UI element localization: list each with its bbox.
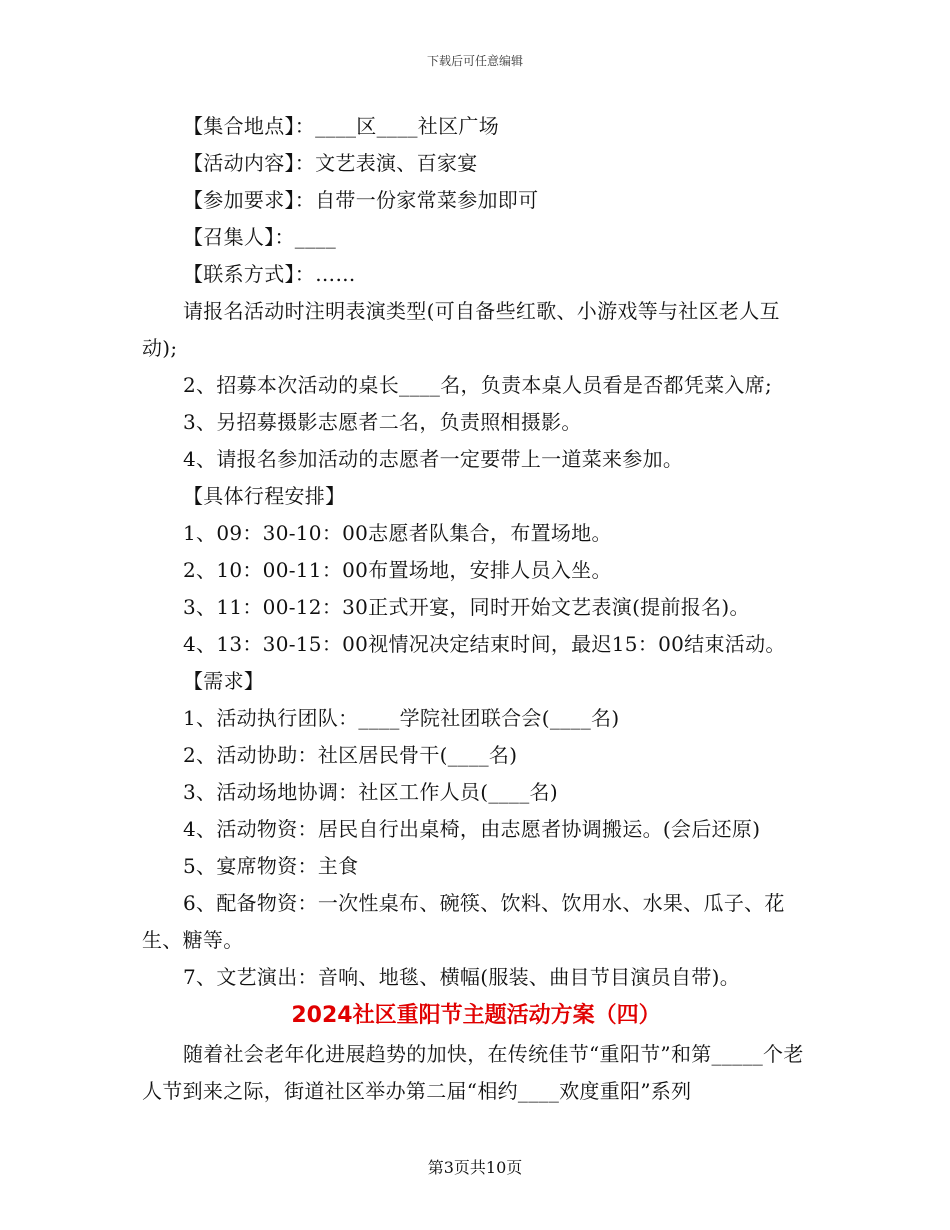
paragraph: 2、活动协助：社区居民骨干(____名)	[183, 743, 518, 767]
paragraph: 【联系方式】：……	[183, 262, 356, 286]
paragraph: 1、09：30-10：00志愿者队集合，布置场地。	[183, 521, 612, 545]
page-footer: 第3页共10页	[427, 1158, 523, 1177]
paragraph: 3、活动场地协调：社区工作人员(____名)	[183, 780, 558, 804]
section-heading: 2024社区重阳节主题活动方案（四）	[291, 1003, 661, 1028]
closing-paragraph: 随着社会老年化进展趋势的加快，在传统佳节“重阳节”和第_____个老人节到来之际，街道社区举办第二届“相约____欢度重阳”系列	[142, 1042, 804, 1103]
paragraph: 【需求】	[183, 669, 265, 693]
paragraph: 【召集人】：____	[183, 225, 336, 249]
paragraph: 4、13：30-15：00视情况决定结束时间，最迟15：00结束活动。	[183, 632, 786, 656]
paragraph: 6、配备物资：一次性桌布、碗筷、饮料、饮用水、水果、瓜子、花生、糖等。	[142, 891, 785, 952]
paragraph: 1、活动执行团队：____学院社团联合会(____名)	[183, 706, 620, 730]
paragraph: 【具体行程安排】	[183, 484, 346, 508]
paragraph: 【参加要求】：自带一份家常菜参加即可	[183, 188, 539, 212]
paragraph: 2、招募本次活动的桌长____名，负责本桌人员看是否都凭菜入席;	[183, 373, 773, 397]
paragraph: 4、活动物资：居民自行出桌椅，由志愿者协调搬运。(会后还原)	[183, 817, 761, 841]
paragraph: 3、另招募摄影志愿者二名，负责照相摄影。	[183, 410, 582, 434]
paragraph: 【活动内容】：文艺表演、百家宴	[183, 151, 478, 175]
document-body	[142, 108, 810, 1110]
paragraph: 5、宴席物资：主食	[183, 854, 359, 878]
paragraph: 请报名活动时注明表演类型(可自备些红歌、小游戏等与社区老人互动);	[142, 299, 780, 360]
paragraph: 7、文艺演出：音响、地毯、横幅(服装、曲目节目演员自带)。	[183, 965, 741, 989]
paragraph: 2、10：00-11：00布置场地，安排人员入坐。	[183, 558, 612, 582]
paragraph: 【集合地点】：____区____社区广场	[183, 114, 499, 138]
paragraph: 3、11：00-12：30正式开宴，同时开始文艺表演(提前报名)。	[183, 595, 750, 619]
paragraph: 4、请报名参加活动的志愿者一定要带上一道菜来参加。	[183, 447, 684, 471]
page-header: 下载后可任意编辑	[426, 54, 523, 68]
